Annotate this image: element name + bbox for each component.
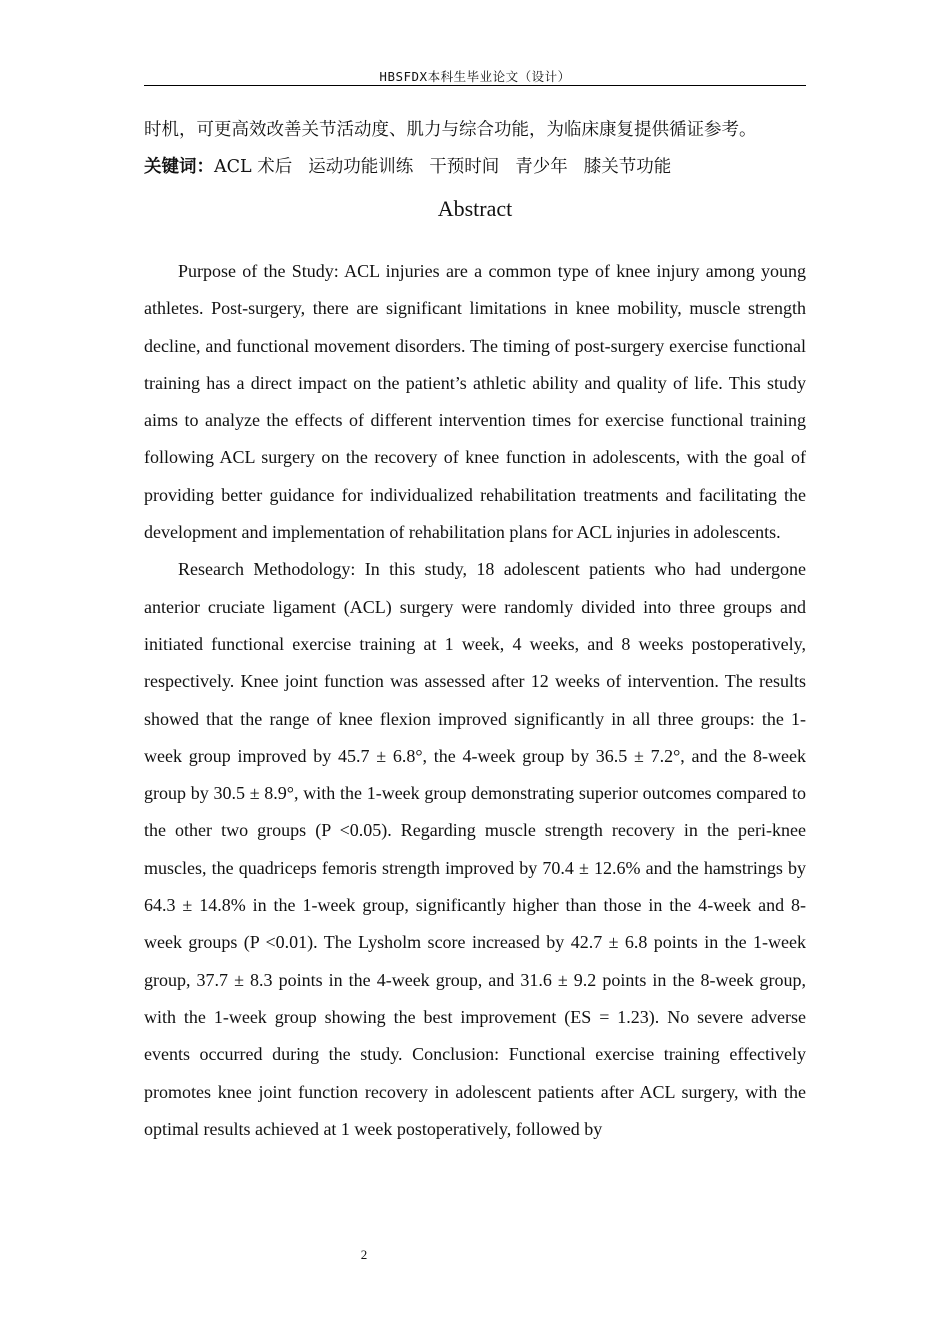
chinese-abstract-continuation: 时机，可更高效改善关节活动度、肌力与综合功能，为临床康复提供循证参考。 <box>144 120 757 140</box>
abstract-paragraph-purpose: Purpose of the Study: ACL injuries are a common type of knee injury among young athletes. Post-surgery, there are significant limitations in knee mobility, muscle strength decline, and functional movement disorders. The timing of post-surgery exercise functional training has a direct impact on the patient’s athletic ability and quality of life. This study aims to analyze the effects of different intervention times for exercise functional training following ACL surgery on the recovery of knee function in adolescents, with the goal of providing better guidance for individualized rehabilitation treatments and facilitating the development and implementation of rehabilitation plans for ACL injuries in adolescents. <box>144 261 806 543</box>
keywords-line <box>144 149 806 186</box>
abstract-heading: Abstract <box>437 196 513 221</box>
keyword: 膝关节功能 <box>583 157 672 177</box>
keywords-label: 关键词： <box>144 157 214 177</box>
abstract-paragraph-methodology: Research Methodology: In this study, 18 adolescent patients who had undergone anterior cruciate ligament (ACL) surgery were randomly divided into three groups and initiated functional exercise training at 1 week, 4 weeks, and 8 weeks postoperatively, respectively. Knee joint function was assessed after 12 weeks of intervention. The results showed that the range of knee flexion improved significantly in all three groups: the 1-week group improved by 45.7 ± 6.8°, the 4-week group by 36.5 ± 7.2°, and the 8-week group by 30.5 ± 8.9°, with the 1-week group demonstrating superior outcomes compared to the other two groups (P <0.05). Regarding muscle strength recovery in the peri-knee muscles, the quadriceps femoris strength improved by 70.4 ± 12.6% and the hamstrings by 64.3 ± 14.8% in the 1-week group, significantly higher than those in the 4-week and 8-week groups (P <0.01). The Lysholm score increased by 42.7 ± 6.8 points in the 1-week group, 37.7 ± 8.3 points in the 4-week group, and 31.6 ± 9.2 points in the 8-week group, with the 1-week group showing the best improvement (ES = 1.23). No severe adverse events occurred during the study. Conclusion: Functional exercise training effectively promotes knee joint function recovery in adolescent patients after ACL surgery, with the optimal results achieved at 1 week postoperatively, followed by <box>144 559 806 1139</box>
keyword: 青少年 <box>515 157 568 177</box>
keyword: 运动功能训练 <box>308 157 414 177</box>
page-content <box>144 112 806 1148</box>
keyword: 干预时间 <box>429 157 500 177</box>
keyword: ACL 术后 <box>214 157 293 177</box>
running-header: HBSFDX本科生毕业论文（设计） <box>379 69 571 84</box>
header-rule <box>144 85 806 86</box>
page-number: 2 <box>360 1247 368 1262</box>
